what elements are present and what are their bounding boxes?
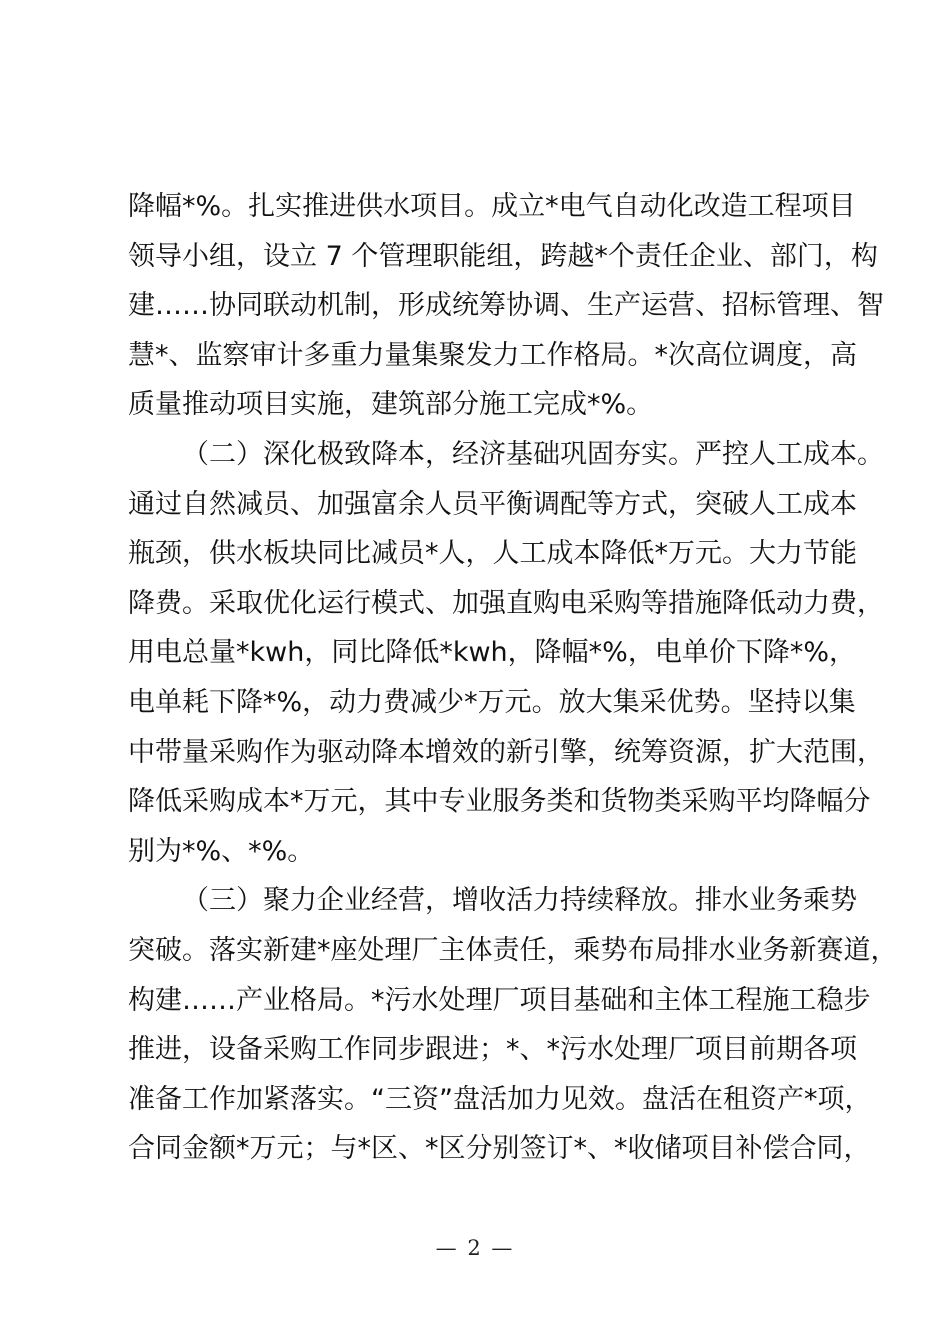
text-line: 合同金额*万元；与*区、*区分别签订*、*收储项目补偿合同， [128, 1133, 871, 1165]
text-line: 领导小组，设立 7 个管理职能组，跨越*个责任企业、部门，构 [128, 240, 878, 272]
text-line: 降幅*%。扎实推进供水项目。成立*电气自动化改造工程项目 [128, 191, 856, 222]
page-number: — 2 — [435, 1236, 515, 1260]
section-heading-line: （二）深化极致降本，经济基础巩固夯实。严控人工成本。 [182, 438, 884, 470]
text-line: 构建……产业格局。*污水处理厂项目基础和主体工程施工稳步 [128, 984, 871, 1016]
text-line: 推进，设备采购工作同步跟进；*、*污水处理厂项目前期各项 [128, 1034, 857, 1066]
text-line: 建……协同联动机制，形成统筹协调、生产运营、招标管理、智 [128, 290, 884, 322]
text-line: 用电总量*kwh，同比降低*kwh，降幅*%，电单价下降*%， [128, 637, 856, 669]
text-line: 降低采购成本*万元，其中专业服务类和货物类采购平均降幅分 [128, 786, 871, 818]
document-body [128, 182, 898, 1174]
text-line: 瓶颈，供水板块同比减员*人，人工成本降低*万元。大力节能 [128, 538, 857, 570]
text-line: 电单耗下降*%，动力费减少*万元。放大集采优势。坚持以集 [128, 686, 856, 718]
text-line: 别为*%、*%。 [128, 835, 315, 867]
text-line: 通过自然减员、加强富余人员平衡调配等方式，突破人工成本 [128, 488, 857, 520]
text-line: 准备工作加紧落实。“三资”盘活加力见效。盘活在租资产*项， [128, 1083, 872, 1115]
text-line: 中带量采购作为驱动降本增效的新引擎，统筹资源，扩大范围， [128, 736, 884, 768]
text-line: 慧*、监察审计多重力量集聚发力工作格局。*次高位调度，高 [128, 339, 857, 371]
text-line: 降费。采取优化运行模式、加强直购电采购等措施降低动力费， [128, 587, 884, 619]
text-line: 质量推动项目实施，建筑部分施工完成*%。 [128, 389, 654, 421]
section-heading-line: （三）聚力企业经营，增收活力持续释放。排水业务乘势 [182, 885, 857, 917]
text-line: 突破。落实新建*座处理厂主体责任，乘势布局排水业务新赛道， [128, 934, 898, 966]
